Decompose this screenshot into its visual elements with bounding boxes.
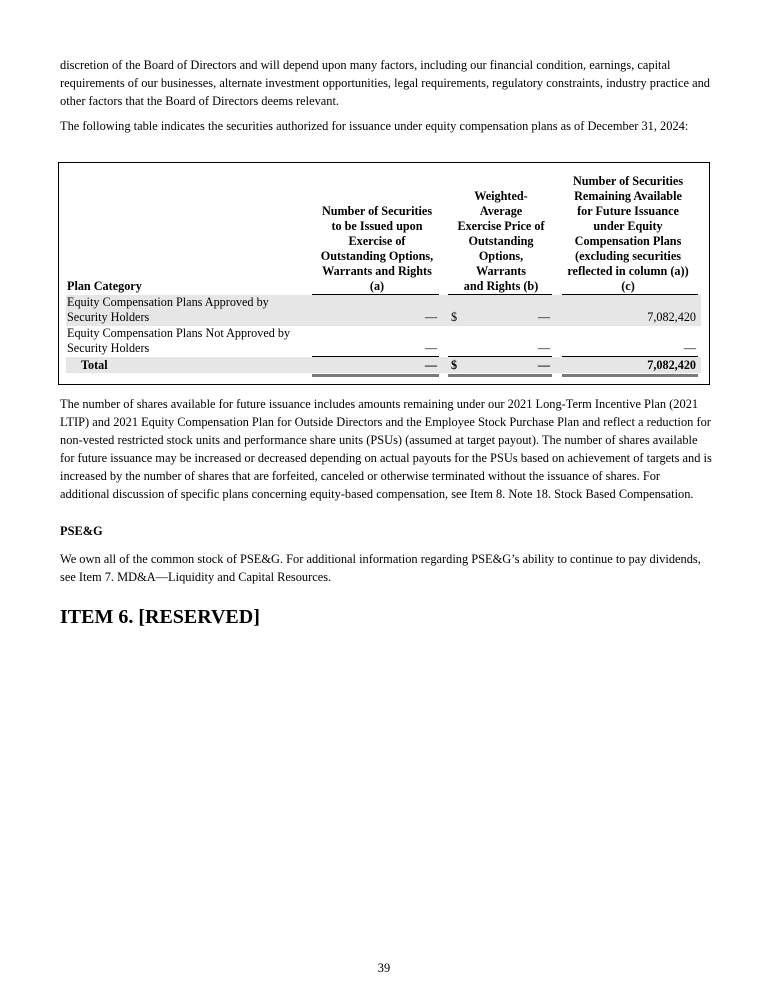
pseg-heading: PSE&G xyxy=(60,524,103,538)
intro-paragraph: discretion of the Board of Directors and will depend upon many factors, including our financial condition, earnings, capital requirements of our businesses, alternate investment opportunities, legal requirements, regulatory constraints, industry practice and other factors that the Board of Directors deems relevant. xyxy=(60,58,710,108)
header-col-a: Number of Securities to be Issued upon Exercise of Outstanding Options, Warrants and Rights (a) xyxy=(320,204,434,293)
row-label: Equity Compensation Plans Approved by Security Holders xyxy=(67,295,269,324)
row-col-b: — xyxy=(537,310,550,324)
total-col-a: — xyxy=(424,358,437,372)
row-currency: $ xyxy=(451,310,458,324)
header-col-b: Weighted- Average Exercise Price of Outstanding Options, Warrants and Rights (b) xyxy=(457,189,545,293)
row-col-c: — xyxy=(683,341,696,355)
row-col-b: — xyxy=(537,341,550,355)
row-label: Equity Compensation Plans Not Approved by Security Holders xyxy=(67,326,291,355)
total-label: Total xyxy=(81,358,108,372)
row-col-a: — xyxy=(424,341,437,355)
total-currency: $ xyxy=(451,358,458,372)
header-col-c: Number of Securities Remaining Available for Future Issuance under Equity Compensation Plans (excluding securities reflected in column (a)) (c) xyxy=(567,174,689,293)
row-col-a: — xyxy=(424,310,437,324)
header-plan-category: Plan Category xyxy=(67,279,142,293)
page-number: 39 xyxy=(377,961,391,975)
row-col-c: 7,082,420 xyxy=(647,310,696,324)
footnote-paragraph: The number of shares available for future issuance includes amounts remaining under our 2021 Long-Term Incentive Plan (2021 LTIP) and 2021 Equity Compensation Plan for Outside Directors and the Employee Stock Purchase Plan and reflect a reduction for non-vested restricted stock units and performance share units (PSUs) (assumed at target payout). The number of shares available for future issuance may be increased or decreased depending on actual payouts for the PSUs based on achievement of targets and is increased by the number of shares that are forfeited, canceled or otherwise terminated without the issuance of shares. For additional discussion of specific plans concerning equity-based compensation, see Item 8. Note 18. Stock Based Compensation. xyxy=(60,397,712,501)
item6-heading: ITEM 6. [RESERVED] xyxy=(60,606,260,628)
table-intro-paragraph: The following table indicates the securities authorized for issuance under equity compensation plans as of December 31, 2024: xyxy=(60,119,689,133)
total-col-b: — xyxy=(537,358,550,372)
total-col-c: 7,082,420 xyxy=(647,358,696,372)
pseg-paragraph: We own all of the common stock of PSE&G. For additional information regarding PSE&G’s ability to continue to pay dividends, see Item 7. MD&A—Liquidity and Capital Resources. xyxy=(60,552,701,584)
equity-compensation-table xyxy=(58,162,710,385)
